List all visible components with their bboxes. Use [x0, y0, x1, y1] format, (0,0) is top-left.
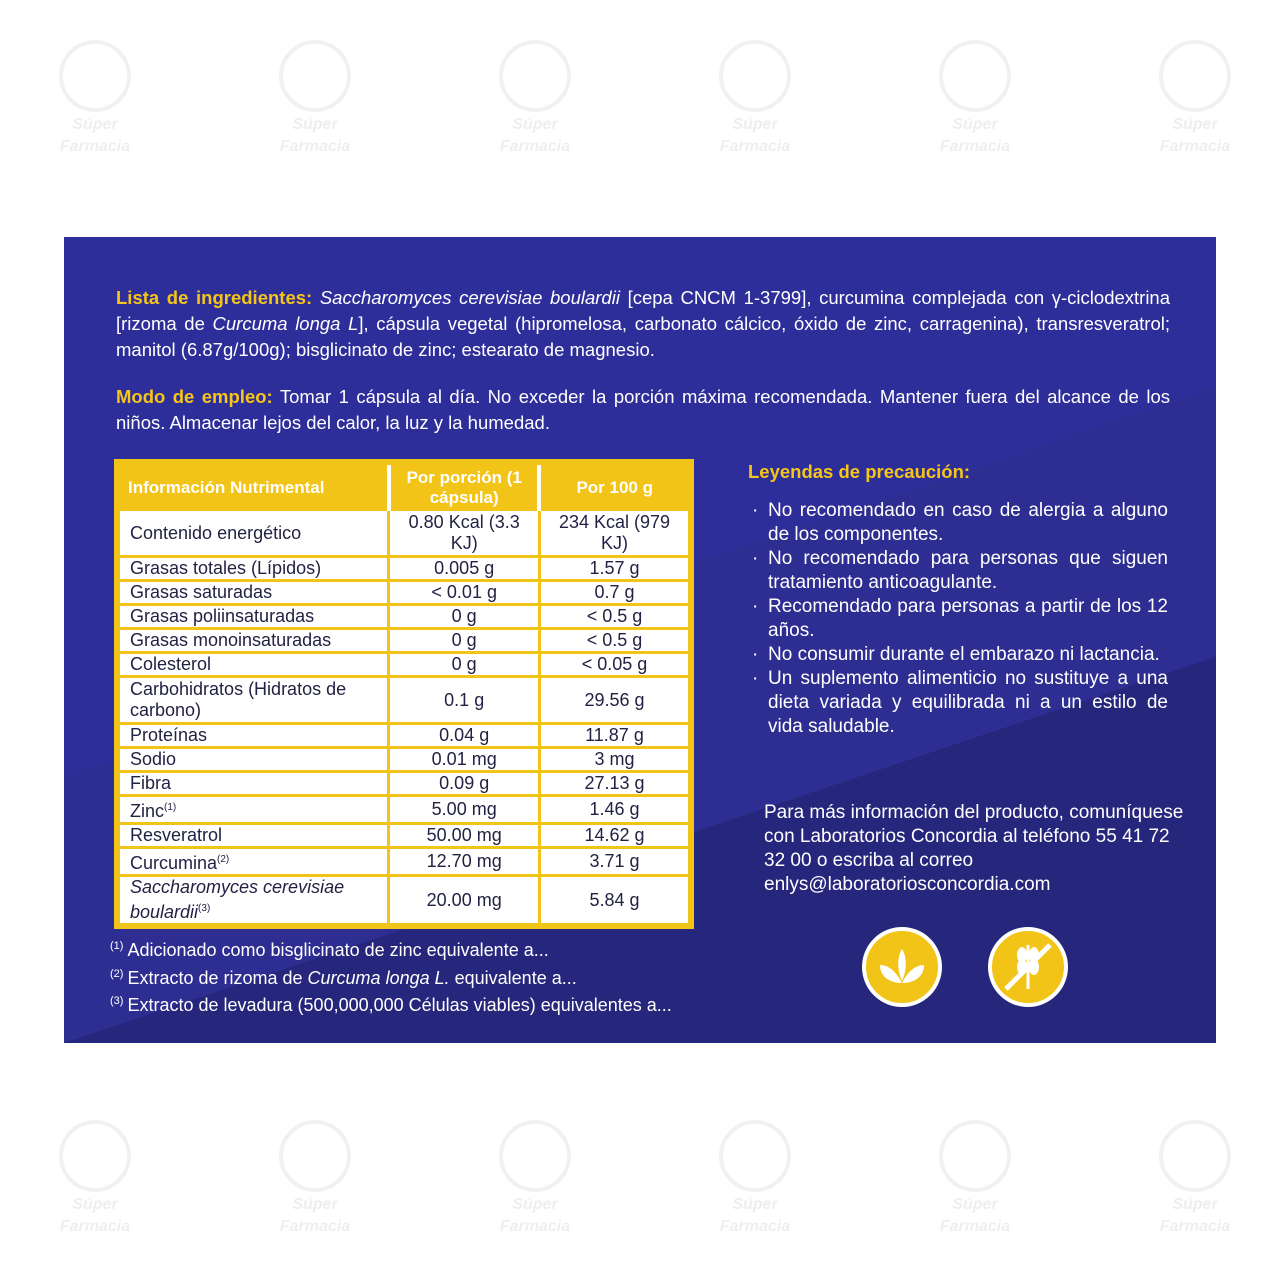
ingredients-plant: Curcuma longa L	[212, 313, 359, 334]
precaution-item: · Un suplemento alimenticio no sustituye a una dieta variada y equilibrada ni a un estilo de vida saludable.	[748, 667, 1168, 739]
header-nutrient: Información Nutrimental	[117, 462, 389, 511]
nutrient-name	[117, 605, 389, 629]
watermark-text: Farmacia	[279, 138, 351, 155]
watermark-logo	[490, 1120, 580, 1235]
per-serving-value: 0.1 g	[389, 677, 540, 724]
usage-paragraph	[116, 384, 1170, 436]
nutrient-name	[117, 748, 389, 772]
per-serving-value: 12.70 mg	[389, 848, 540, 876]
per-100g-value: 11.87 g	[539, 724, 691, 748]
watermark-text: Farmacia	[1159, 138, 1231, 155]
per-serving-value: 0 g	[389, 605, 540, 629]
watermark-text: Súper	[512, 1196, 558, 1213]
watermark-text: Súper	[72, 1196, 118, 1213]
nutrient-name-text: Grasas monoinsaturadas	[130, 630, 332, 650]
ingredients-paragraph	[116, 285, 1170, 363]
nutrient-name	[117, 677, 389, 724]
watermark-ring	[59, 40, 131, 112]
precaution-item: · No consumir durante el embarazo ni lactancia.	[748, 643, 1168, 667]
watermark-text: Farmacia	[939, 138, 1011, 155]
footnote	[110, 963, 770, 991]
watermark-logo	[710, 1120, 800, 1235]
nutrition-row	[117, 511, 691, 557]
nutrition-row	[117, 772, 691, 796]
watermark-text: Súper	[292, 1196, 338, 1213]
product-label-panel	[64, 237, 1216, 1043]
footnote-ref: (2)	[217, 854, 230, 865]
ingredients-text-b: ], cápsula vegetal (hipromelosa, carbonato cálcico, óxido de zinc, carragenina), transresveratrol; manitol (6.87g/100g); bisglicinato de zinc; estearato de magnesio.	[116, 313, 1170, 360]
footnote-text: Curcuma longa L.	[307, 967, 450, 988]
footnote-text: equivalente a...	[449, 967, 577, 988]
watermark-text: Farmacia	[1159, 1218, 1231, 1235]
watermark-text: Súper	[952, 1196, 998, 1213]
watermark-logo	[490, 40, 580, 155]
usage-text: Tomar 1 cápsula al día. No exceder la porción máxima recomendada. Mantener fuera del alcance de los niños. Almacenar lejos del calor, la luz y la humedad.	[116, 386, 1170, 433]
nutrition-row	[117, 605, 691, 629]
watermark-text: Súper	[72, 116, 118, 133]
nutrient-name	[117, 511, 389, 557]
nutrient-name	[117, 724, 389, 748]
nutrient-name-text: Grasas saturadas	[130, 582, 273, 602]
footnote-text: Adicionado como bisglicinato de zinc equivalente a...	[127, 940, 549, 960]
nutrient-name-text: Contenido energético	[130, 522, 302, 543]
watermark-ring	[939, 1120, 1011, 1192]
per-serving-value: 0 g	[389, 629, 540, 653]
nutrient-name-text: Proteínas	[130, 725, 208, 745]
watermark-logo	[1150, 40, 1240, 155]
watermark-text: Farmacia	[719, 1218, 791, 1235]
nutrient-name-text: Colesterol	[130, 654, 212, 674]
per-100g-value: 29.56 g	[539, 677, 691, 724]
per-100g-value: 1.57 g	[539, 557, 691, 581]
nutrition-row	[117, 557, 691, 581]
nutrition-row	[117, 629, 691, 653]
nutrition-row	[117, 748, 691, 772]
ingredients-species: Saccharomyces cerevisiae boulardii	[319, 287, 620, 308]
footnote-text: Extracto de rizoma de	[127, 967, 308, 988]
vegan-leaf-icon	[862, 927, 942, 1007]
precaution-item: · No recomendado para personas que siguen tratamiento anticoagulante.	[748, 547, 1168, 595]
watermark-text: Farmacia	[719, 138, 791, 155]
per-serving-value: 0.04 g	[389, 724, 540, 748]
precaution-item: · No recomendado en caso de alergia a alguno de los componentes.	[748, 499, 1168, 547]
nutrient-name-text: Curcumina	[130, 853, 218, 873]
per-100g-value: 234 Kcal (979 KJ)	[539, 511, 691, 557]
per-100g-value: 3.71 g	[539, 848, 691, 876]
nutrient-name	[117, 629, 389, 653]
watermark-logo	[710, 40, 800, 155]
footnotes	[110, 935, 770, 1018]
footnote	[110, 935, 770, 963]
per-100g-value: 3 mg	[539, 748, 691, 772]
ingredients-label: Lista de ingredientes:	[116, 287, 313, 308]
footnote-mark: (2)	[110, 967, 124, 980]
per-serving-value: 50.00 mg	[389, 824, 540, 848]
nutrient-name-text: Saccharomyces cerevisiae boulardii	[130, 877, 345, 922]
footnote-mark: (3)	[110, 995, 124, 1007]
watermark-logo	[50, 40, 140, 155]
nutrient-name-text: Carbohidratos (Hidratos de carbono)	[130, 679, 347, 720]
watermark-ring	[499, 1120, 571, 1192]
watermark-text: Súper	[1172, 1196, 1218, 1213]
per-100g-value: < 0.05 g	[539, 653, 691, 677]
watermark-ring	[719, 40, 791, 112]
per-100g-value: 5.84 g	[589, 889, 640, 910]
watermark-text: Farmacia	[939, 1218, 1011, 1235]
nutrient-name-text: Resveratrol	[130, 825, 223, 845]
per-100g-value: 0.7 g	[539, 581, 691, 605]
precautions-title: Leyendas de precaución:	[748, 461, 971, 482]
footnote-mark: (1)	[110, 940, 124, 952]
per-serving-value: 0 g	[389, 653, 540, 677]
per-serving-value: 0.01 mg	[389, 748, 540, 772]
per-serving-value: 20.00 mg	[389, 876, 540, 927]
watermark-logo	[50, 1120, 140, 1235]
per-100g-value: 27.13 g	[539, 772, 691, 796]
nutrient-name	[117, 557, 389, 581]
per-serving-value: < 0.01 g	[389, 581, 540, 605]
footnote-ref: (1)	[164, 802, 177, 813]
watermark-ring	[499, 40, 571, 112]
per-serving-value: 0.80 Kcal (3.3 KJ)	[389, 511, 540, 557]
nutrient-name-text: Fibra	[130, 773, 172, 793]
watermark-text: Súper	[292, 116, 338, 133]
header-per-serving: Por porción (1 cápsula)	[389, 462, 540, 511]
watermark-ring	[939, 40, 1011, 112]
watermark-ring	[1159, 40, 1231, 112]
nutrition-row	[117, 724, 691, 748]
watermark-logo	[930, 40, 1020, 155]
footnote-ref: (3)	[198, 903, 211, 914]
per-100g-value: < 0.5 g	[539, 629, 691, 653]
nutrition-table-header	[117, 462, 691, 511]
nutrition-row	[117, 848, 691, 876]
per-serving-value: 0.09 g	[389, 772, 540, 796]
per-serving-value: 0.005 g	[389, 557, 540, 581]
contact-info: Para más información del producto, comuníquese con Laboratorios Concordia al teléfono 55 41 72 32 00 o escriba al correo enlys@laboratoriosconcordia.com	[764, 802, 1184, 895]
watermark-text: Farmacia	[59, 1218, 131, 1235]
header-per-100g: Por 100 g	[539, 462, 691, 511]
per-100g-value: < 0.5 g	[539, 605, 691, 629]
nutrient-name	[117, 772, 389, 796]
footnote-text: Extracto de levadura (500,000,000 Células viables) equivalentes a...	[127, 995, 672, 1015]
per-100g-value: 14.62 g	[539, 824, 691, 848]
nutrient-name-text: Sodio	[130, 749, 177, 769]
ingredients-text-a: [cepa CNCM 1-3799], curcumina complejada con γ-ciclodextrina [rizoma de	[116, 287, 1171, 334]
watermark-text: Súper	[732, 116, 778, 133]
nutrition-row	[117, 876, 691, 927]
watermark-ring	[279, 40, 351, 112]
watermark-text: Farmacia	[279, 1218, 351, 1235]
watermark-text: Súper	[952, 116, 998, 133]
nutrient-name	[117, 653, 389, 677]
watermark-ring	[279, 1120, 351, 1192]
watermark-logo	[270, 1120, 360, 1235]
watermark-text: Súper	[1172, 116, 1218, 133]
gluten-free-icon	[988, 927, 1068, 1007]
watermark-logo	[270, 40, 360, 155]
nutrient-name	[117, 848, 389, 876]
watermark-logo	[1150, 1120, 1240, 1235]
nutrition-row	[117, 581, 691, 605]
nutrient-name	[117, 581, 389, 605]
precaution-item: · Recomendado para personas a partir de los 12 años.	[748, 595, 1168, 643]
footnote	[110, 990, 770, 1018]
watermark-text: Farmacia	[499, 138, 571, 155]
nutrition-row	[117, 653, 691, 677]
nutrition-table	[114, 459, 694, 929]
watermark-ring	[59, 1120, 131, 1192]
nutrient-name-text: Grasas totales (Lípidos)	[130, 558, 322, 578]
nutrient-name-text: Zinc	[130, 801, 165, 821]
nutrient-name	[117, 796, 389, 824]
watermark-logo	[930, 1120, 1020, 1235]
nutrient-name	[117, 824, 389, 848]
nutrition-row	[117, 796, 691, 824]
nutrient-name	[117, 876, 389, 927]
per-100g-value: 1.46 g	[539, 796, 691, 824]
nutrition-row	[117, 677, 691, 724]
watermark-ring	[1159, 1120, 1231, 1192]
watermark-text: Farmacia	[499, 1218, 571, 1235]
usage-label: Modo de empleo:	[116, 386, 273, 407]
nutrient-name-text: Grasas poliinsaturadas	[130, 606, 315, 626]
watermark-text: Farmacia	[59, 138, 131, 155]
watermark-ring	[719, 1120, 791, 1192]
nutrition-row	[117, 824, 691, 848]
watermark-text: Súper	[512, 116, 558, 133]
watermark-text: Súper	[732, 1196, 778, 1213]
per-serving-value: 5.00 mg	[389, 796, 540, 824]
precautions-list	[748, 499, 1168, 739]
